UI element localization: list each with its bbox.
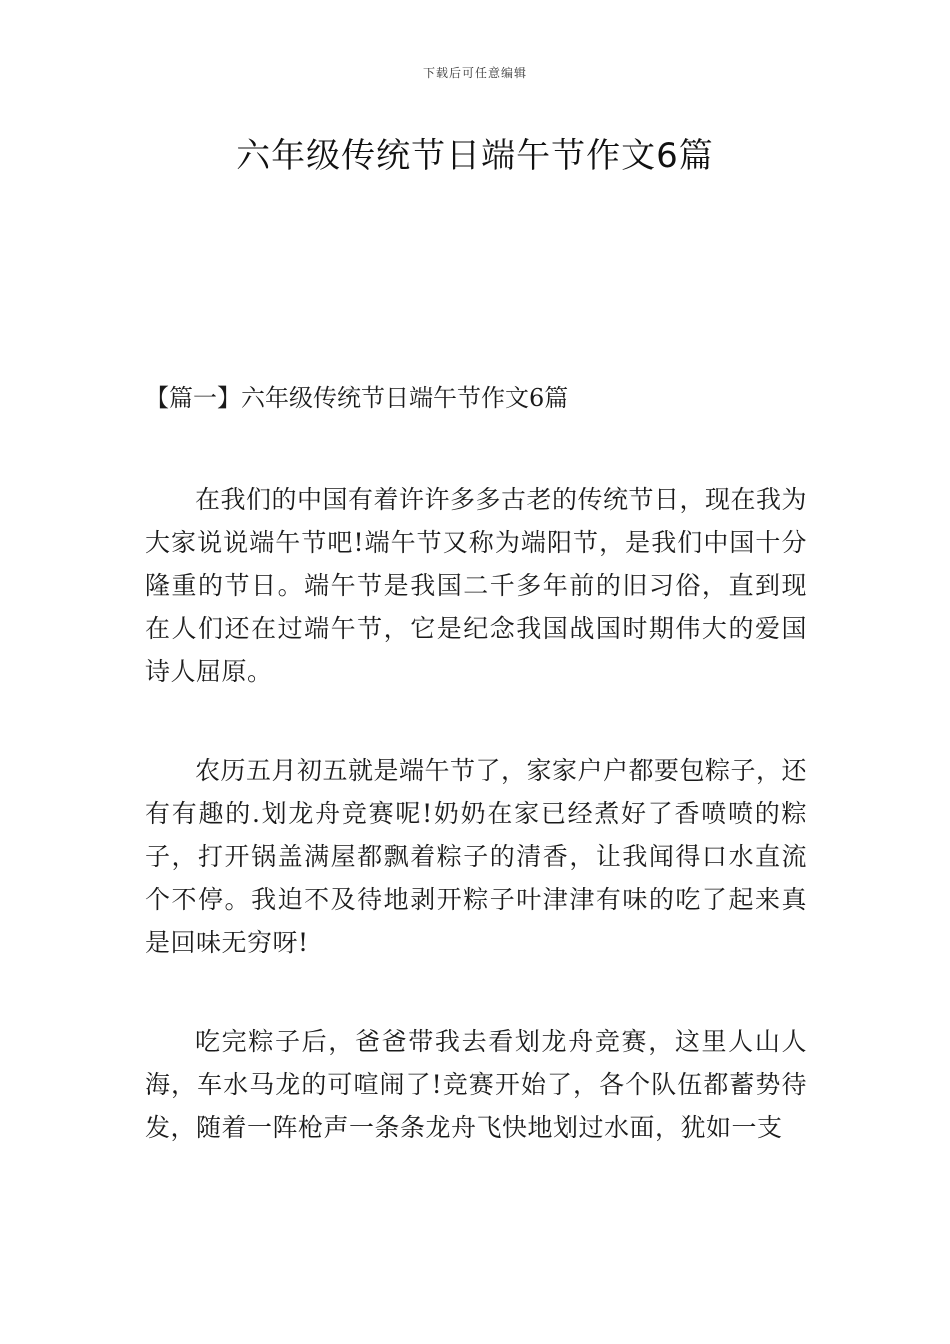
paragraph-2: 农历五月初五就是端午节了，家家户户都要包粽子，还有有趣的.划龙舟竞赛呢!奶奶在家已经煮好了香喷喷的粽子，打开锅盖满屋都飘着粽子的清香，让我闻得口水直流个不停。我迫不及待地剥开粽子叶津津有味的吃了起来真是回味无穷呀! — [145, 756, 808, 957]
header-note: 下载后可任意编辑 — [422, 66, 527, 80]
section-heading: 【篇一】六年级传统节日端午节作文6篇 — [145, 384, 569, 412]
document-title: 六年级传统节日端午节作文6篇 — [236, 136, 714, 176]
paragraph-3: 吃完粽子后，爸爸带我去看划龙舟竞赛，这里人山人海，车水马龙的可喧闹了!竞赛开始了，各个队伍都蓄势待发，随着一阵枪声一条条龙舟飞快地划过水面，犹如一支 — [145, 1027, 807, 1142]
document-body — [145, 478, 807, 1205]
paragraph-1: 在我们的中国有着许许多多古老的传统节日，现在我为大家说说端午节吧!端午节又称为端阳节，是我们中国十分隆重的节日。端午节是我国二千多年前的旧习俗，直到现在人们还在过端午节，它是纪念我国战国时期伟大的爱国诗人屈原。 — [145, 485, 808, 686]
